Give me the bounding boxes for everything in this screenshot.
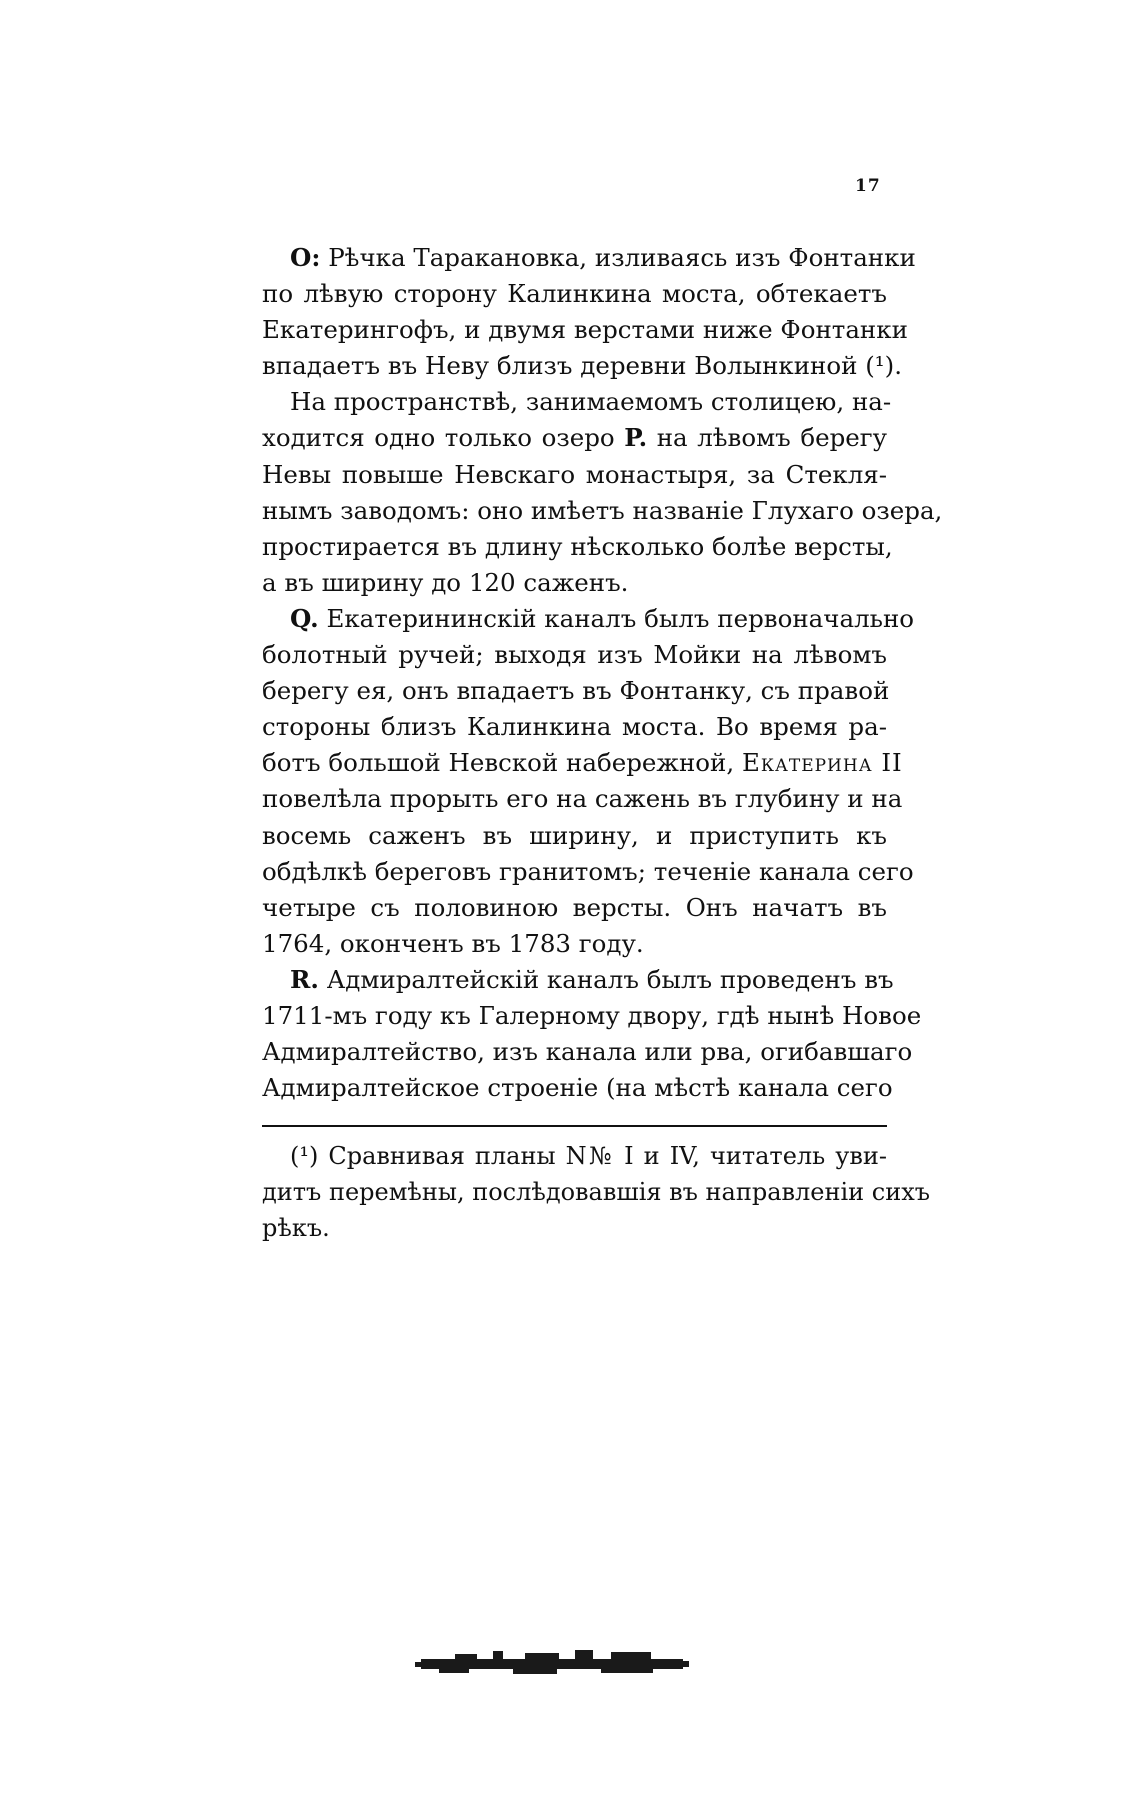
library-stamp-mark <box>415 1643 690 1679</box>
text-line: На пространствѣ, занимаемомъ столицею, на- <box>290 387 892 417</box>
footnote-divider <box>262 1125 887 1127</box>
paragraph-r <box>262 962 922 1106</box>
name-ekaterina: Екатерина II <box>741 748 903 778</box>
text-line-content: на лѣвомъ берегу <box>656 423 887 453</box>
footnote-line: (¹) Сравнивая планы N№ I и IV, читатель уви- <box>290 1142 887 1170</box>
paragraph-marker-q: Q. <box>290 603 319 633</box>
text-line: простирается въ длину нѣсколько болѣе версты, <box>262 531 893 561</box>
text-line <box>262 420 887 456</box>
text-line <box>262 962 894 998</box>
text-line: нымъ заводомъ: оно имѣетъ названіе Глухаго озера, <box>262 495 943 525</box>
text-line: 1711-мъ году къ Галерному двору, гдѣ нынѣ Новое <box>262 1000 922 1030</box>
text-line-content: Адмиралтейскій каналъ былъ проведенъ въ <box>326 964 894 994</box>
text-line: стороны близъ Калинкина моста. Во время ра- <box>262 712 887 742</box>
paragraph-marker-p: P. <box>624 423 648 453</box>
footnote <box>262 1138 931 1246</box>
text-line: 1764, оконченъ въ 1783 году. <box>262 928 644 958</box>
text-line: восемь саженъ въ ширину, и приступить къ <box>262 820 887 850</box>
text-line: Невы повыше Невскаго монастыря, за Стекля- <box>262 459 887 489</box>
text-line: болотный ручей; выходя изъ Мойки на лѣвомъ <box>262 640 887 670</box>
text-line-content: ходится одно только озеро <box>262 423 615 453</box>
text-line <box>262 601 915 637</box>
text-line: Адмиралтейство, изъ канала или рва, огибавшаго <box>262 1037 913 1067</box>
page-number: 17 <box>855 176 881 196</box>
paragraph-o <box>262 240 916 384</box>
paragraph-q <box>262 601 915 962</box>
text-line: Адмиралтейское строеніе (на мѣстѣ канала сего <box>262 1073 893 1103</box>
text-line-content: Екатерининскій каналъ былъ первоначально <box>326 603 915 633</box>
text-line <box>262 745 903 781</box>
footnote-line: дитъ перемѣны, послѣдовавшія въ направленіи сихъ <box>262 1178 931 1206</box>
paragraph-marker-r: R. <box>290 964 319 994</box>
text-line: по лѣвую сторону Калинкина моста, обтекаетъ <box>262 279 887 309</box>
text-line: повелѣла прорыть его на сажень въ глубину и на <box>262 784 903 814</box>
text-line: обдѣлкѣ береговъ гранитомъ; теченіе канала сего <box>262 856 914 886</box>
text-line: а въ ширину до 120 саженъ. <box>262 567 629 597</box>
main-text <box>262 240 943 1106</box>
footnote-line: рѣкъ. <box>262 1214 330 1242</box>
text-line-content: ботъ большой Невской набережной, <box>262 748 735 778</box>
paragraph-p <box>262 384 943 601</box>
text-line: берегу ея, онъ впадаетъ въ Фонтанку, съ правой <box>262 676 890 706</box>
text-line-content: Рѣчка Таракановка, изливаясь изъ Фонтанки <box>328 243 916 272</box>
text-line: впадаетъ въ Неву близъ деревни Волынкиной (¹). <box>262 351 902 381</box>
text-line: Екатерингофъ, и двумя верстами ниже Фонтанки <box>262 315 908 345</box>
text-line <box>262 240 916 276</box>
paragraph-marker-o: O: <box>290 243 321 272</box>
text-line: четыре съ половиною версты. Онъ начатъ въ <box>262 892 887 922</box>
